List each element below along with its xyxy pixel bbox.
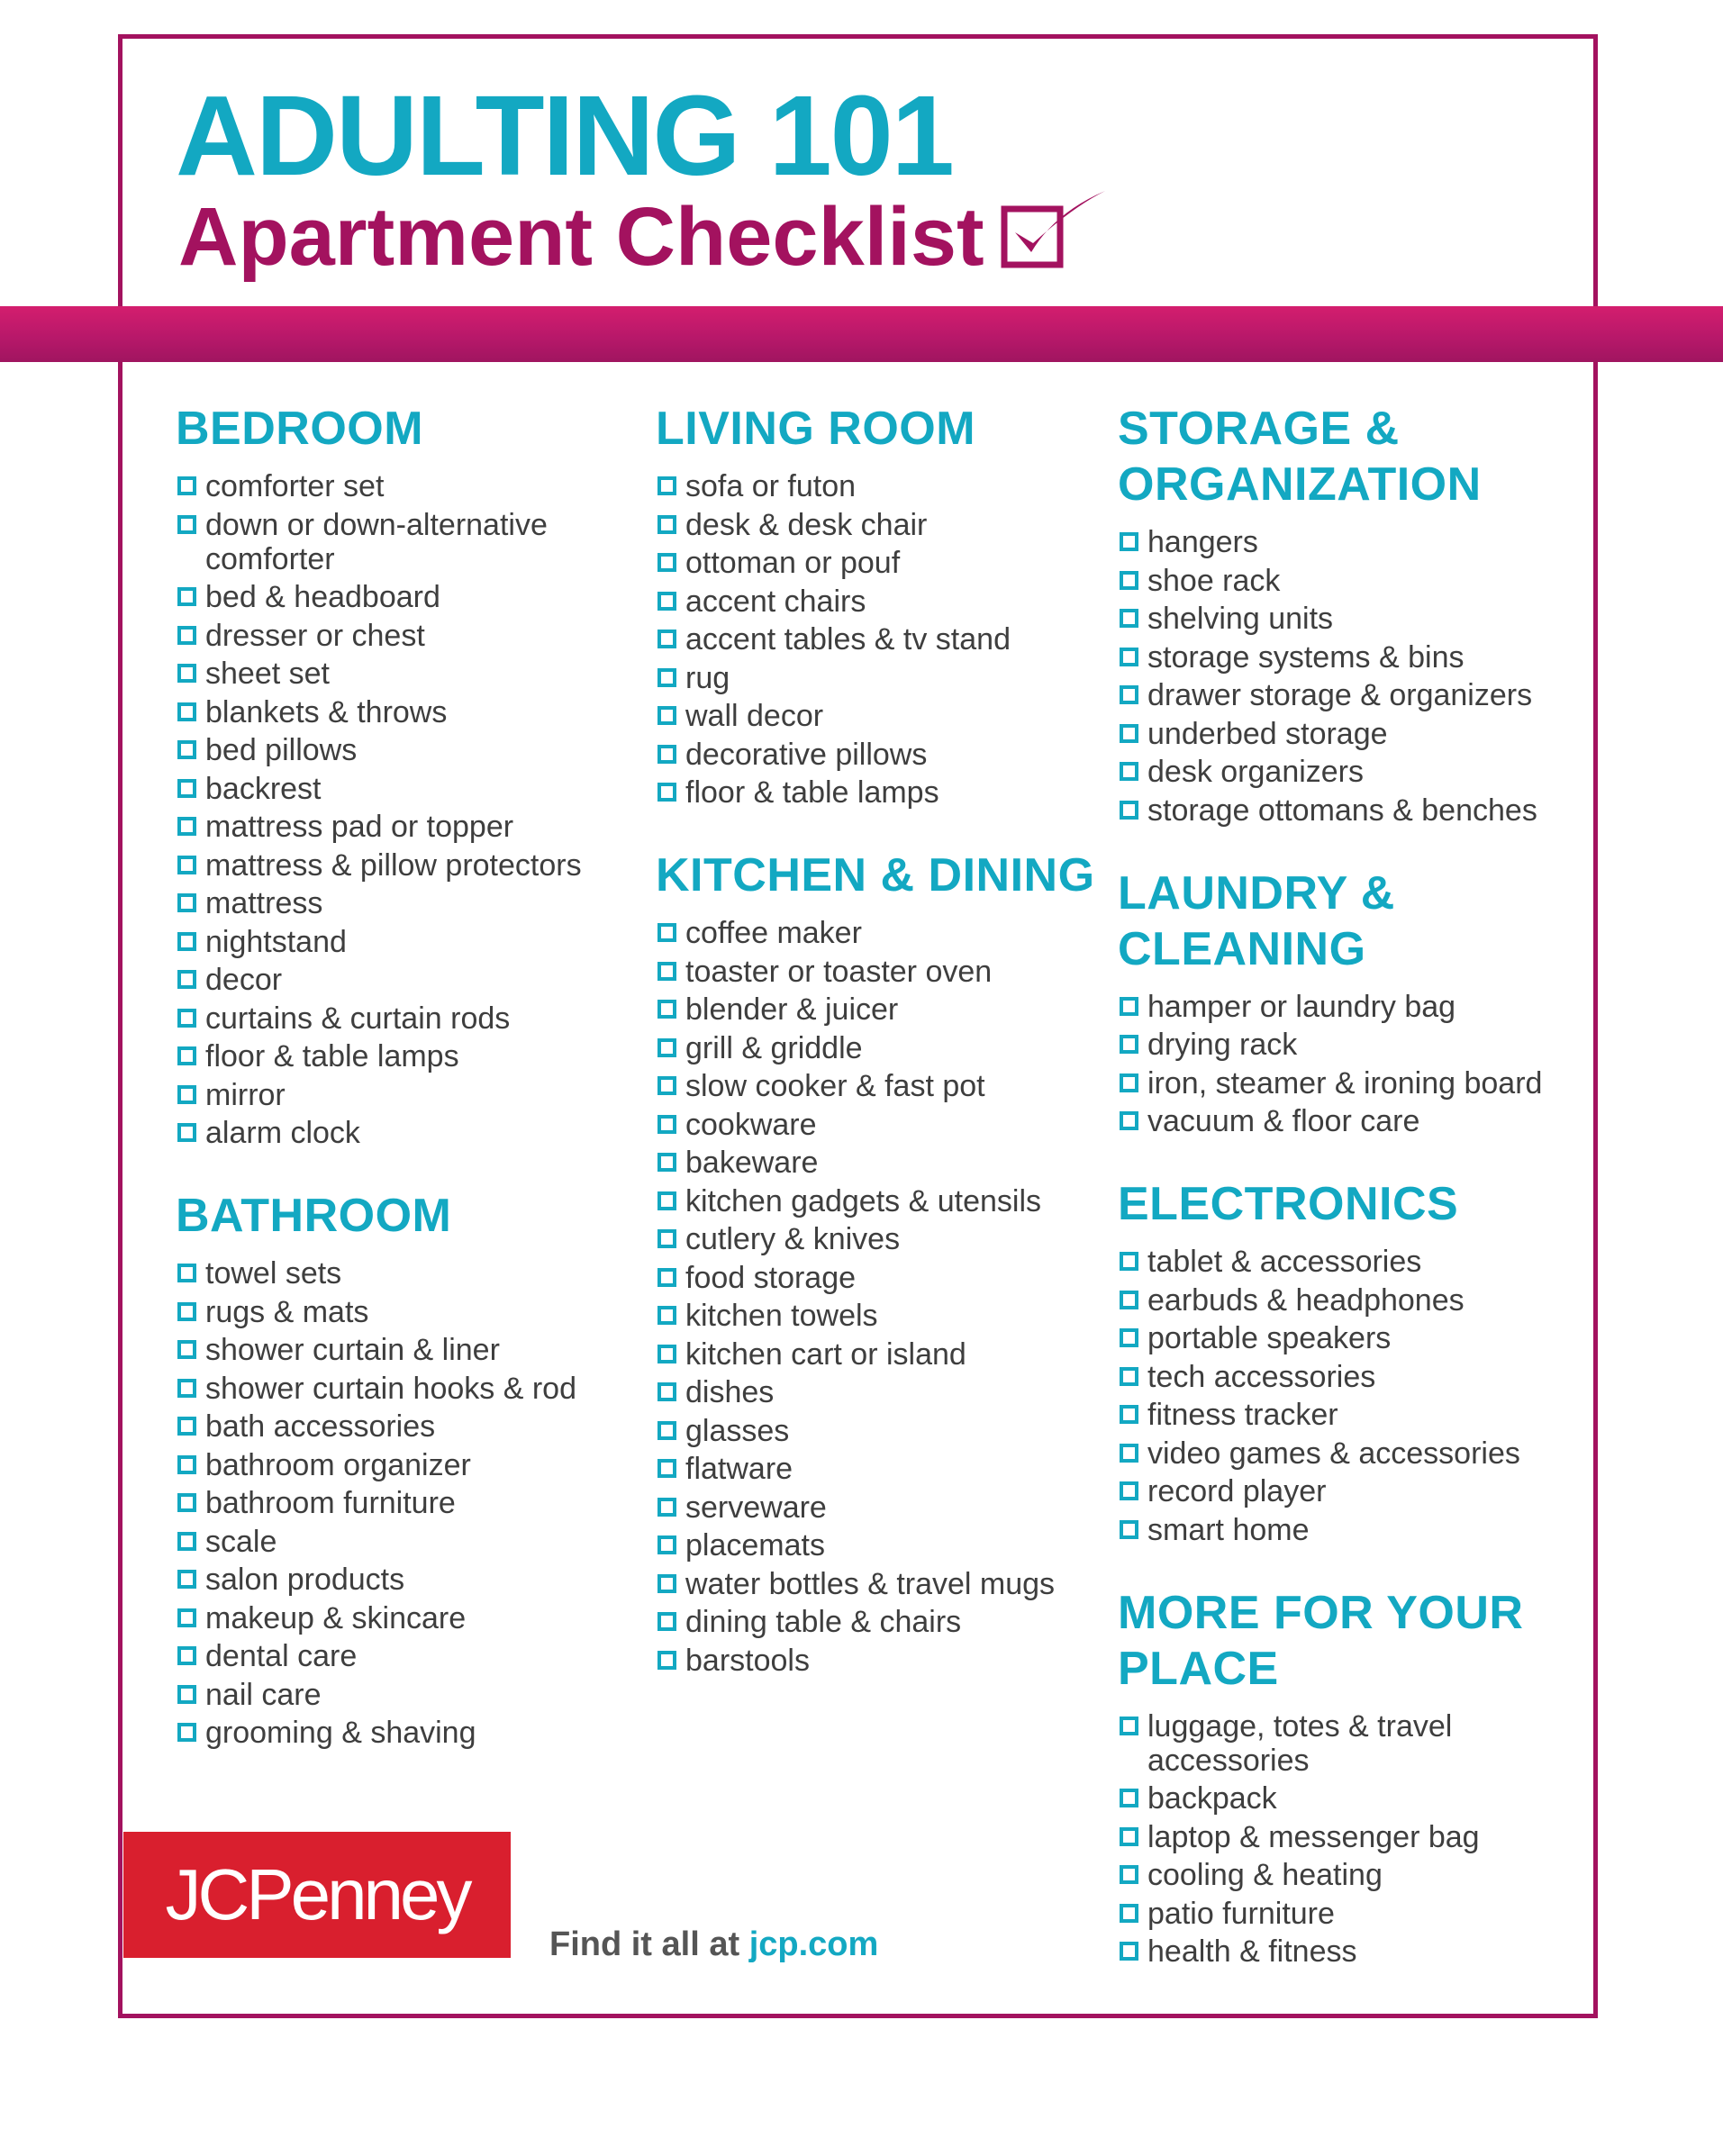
checklist-item-label: shower curtain & liner — [205, 1333, 500, 1367]
checkbox[interactable] — [177, 817, 196, 836]
checklist-item — [656, 469, 1106, 503]
checklist-item-label: record player — [1147, 1474, 1327, 1508]
section-laundry-and-cleaning — [1118, 865, 1586, 1139]
checklist — [176, 469, 644, 1150]
checklist-item-label: barstools — [685, 1643, 810, 1678]
checklist-item-label: drawer storage & organizers — [1147, 678, 1533, 712]
checklist-item-label: grooming & shaving — [205, 1716, 476, 1750]
subtitle-text: Apartment Checklist — [178, 191, 984, 283]
section-bedroom — [176, 401, 644, 1150]
checkbox[interactable] — [657, 1421, 676, 1440]
checklist-item — [176, 1601, 644, 1635]
checklist-item-label: bed pillows — [205, 733, 358, 767]
checklist-item-label: tablet & accessories — [1147, 1245, 1422, 1279]
checklist-item-label: food storage — [685, 1260, 857, 1295]
checkbox[interactable] — [177, 1455, 196, 1474]
checkbox[interactable] — [1120, 1328, 1138, 1347]
checkbox[interactable] — [177, 515, 196, 534]
checklist-item — [176, 1409, 644, 1444]
checklist-item — [176, 1486, 644, 1520]
checklist-item-label: cutlery & knives — [685, 1222, 901, 1256]
checkbox[interactable] — [657, 783, 676, 802]
checklist-item-label: kitchen cart or island — [685, 1336, 966, 1372]
column-1 — [176, 401, 644, 1788]
checklist-item — [176, 1563, 644, 1597]
checklist-item — [1118, 1474, 1586, 1508]
checkbox[interactable] — [1120, 1444, 1138, 1463]
footer-url-link[interactable]: jcp.com — [748, 1925, 879, 1963]
checkbox[interactable] — [177, 1379, 196, 1398]
section-title: BATHROOM — [176, 1190, 452, 1242]
checklist-item-label: rugs & mats — [205, 1294, 369, 1329]
checkbox[interactable] — [177, 1046, 196, 1065]
checklist-item-label: decorative pillows — [685, 737, 928, 772]
checklist-item — [656, 1490, 1106, 1525]
checklist-item — [1118, 1897, 1586, 1931]
checklist-item — [656, 738, 1106, 772]
checkbox[interactable] — [1120, 1291, 1138, 1309]
header-band — [0, 306, 1723, 362]
checklist-item-label: mattress pad or topper — [205, 810, 514, 844]
checklist-item — [656, 1528, 1106, 1563]
checklist-item-label: glasses — [685, 1413, 790, 1448]
checkbox[interactable] — [177, 740, 196, 759]
checklist-item-label: bath accessories — [205, 1409, 436, 1444]
checklist-item-label: comforter set — [205, 469, 385, 503]
checkbox[interactable] — [177, 1608, 196, 1627]
checkbox[interactable] — [657, 1382, 676, 1401]
section-title: LAUNDRY & CLEANING — [1118, 866, 1395, 975]
checklist-item — [656, 1069, 1106, 1103]
checkbox[interactable] — [177, 1264, 196, 1282]
checklist-item — [1118, 1398, 1586, 1432]
checkbox[interactable] — [177, 1723, 196, 1742]
checkbox[interactable] — [1120, 1073, 1138, 1092]
checklist-item — [1118, 1245, 1586, 1279]
checklist-item — [176, 848, 644, 883]
checklist-item-label: underbed storage — [1147, 716, 1388, 751]
checklist-item-label: shower curtain hooks & rod — [205, 1371, 576, 1406]
checklist-item-label: hangers — [1147, 525, 1258, 559]
checkbox[interactable] — [657, 592, 676, 611]
checklist-item-label: desk organizers — [1147, 755, 1365, 789]
section-bathroom — [176, 1188, 644, 1750]
checklist-item — [176, 619, 644, 653]
checklist-item — [1118, 1781, 1586, 1816]
checklist-item-label: rug — [685, 660, 730, 695]
checkbox[interactable] — [177, 702, 196, 721]
checkbox[interactable] — [177, 893, 196, 912]
checklist-item — [656, 1108, 1106, 1142]
checkbox[interactable] — [177, 1340, 196, 1359]
section-title: STORAGE & ORGANIZATION — [1118, 403, 1482, 511]
checkbox[interactable] — [657, 1229, 676, 1248]
checklist-item — [176, 1372, 644, 1406]
checklist-item-label: down or down-alternative comforter — [205, 507, 548, 576]
checklist-item — [656, 992, 1106, 1027]
section-storage-and-organization — [1118, 401, 1586, 828]
checklist-item-label: bed & headboard — [205, 580, 440, 614]
checklist-item-label: flatware — [685, 1452, 793, 1486]
checklist-item — [1118, 1513, 1586, 1547]
checklist-item — [176, 469, 644, 503]
checklist-item-label: blankets & throws — [205, 694, 448, 729]
checklist-item — [176, 657, 644, 691]
checkbox[interactable] — [1120, 1035, 1138, 1054]
checklist-item — [656, 1375, 1106, 1409]
checkbox[interactable] — [177, 1123, 196, 1142]
checklist-item-label: floor & table lamps — [685, 775, 939, 810]
checkbox[interactable] — [177, 1085, 196, 1104]
checklist-item — [656, 1146, 1106, 1180]
checkbox[interactable] — [1120, 685, 1138, 704]
checkbox[interactable] — [177, 779, 196, 798]
checklist-item-label: toaster or toaster oven — [685, 954, 993, 989]
checklist-item-label: towel sets — [205, 1256, 342, 1291]
checklist-item-label: mirror — [205, 1077, 286, 1112]
checkbox[interactable] — [657, 1191, 676, 1210]
checklist-item-label: iron, steamer & ironing board — [1147, 1065, 1543, 1101]
checklist-item — [656, 1452, 1106, 1486]
checklist — [1118, 990, 1586, 1139]
checklist-item — [1118, 1934, 1586, 1969]
checkbox[interactable] — [657, 1651, 676, 1670]
checklist-item — [656, 1337, 1106, 1372]
jcpenney-logo[interactable] — [123, 1832, 511, 1958]
checkbox[interactable] — [177, 664, 196, 683]
checkbox[interactable] — [1120, 571, 1138, 590]
checkbox[interactable] — [177, 476, 196, 495]
checkbox[interactable] — [657, 706, 676, 725]
checklist-item — [176, 1039, 644, 1073]
checklist-item-label: luggage, totes & travel accessories — [1147, 1708, 1453, 1778]
checkbox[interactable] — [657, 1306, 676, 1325]
checklist-item — [176, 580, 644, 614]
checklist-item — [1118, 717, 1586, 751]
checkbox[interactable] — [657, 1153, 676, 1172]
checklist-item — [656, 584, 1106, 619]
section-electronics — [1118, 1176, 1586, 1547]
checkbox[interactable] — [1120, 1789, 1138, 1807]
checkbox[interactable] — [1120, 801, 1138, 820]
checklist-item-label: coffee maker — [685, 916, 862, 950]
checklist-item — [176, 925, 644, 959]
checklist-item — [176, 1678, 644, 1712]
checklist-item — [656, 1605, 1106, 1639]
checkbox[interactable] — [657, 1000, 676, 1019]
checklist-item — [1118, 1709, 1586, 1778]
checklist — [1118, 1709, 1586, 1970]
checklist-item — [176, 1116, 644, 1150]
checklist-item — [656, 1414, 1106, 1448]
column-3 — [1118, 401, 1586, 2007]
checkbox[interactable] — [657, 1345, 676, 1363]
checklist-item-label: video games & accessories — [1147, 1436, 1520, 1471]
checkbox[interactable] — [1120, 997, 1138, 1016]
checklist-item — [1118, 793, 1586, 828]
checklist-item-label: vacuum & floor care — [1147, 1104, 1420, 1138]
checkbox[interactable] — [177, 1570, 196, 1589]
checklist-item-label: dining table & chairs — [685, 1605, 962, 1639]
checkbox[interactable] — [657, 1115, 676, 1134]
checklist-item-label: hamper or laundry bag — [1147, 989, 1456, 1024]
checklist-item — [656, 622, 1106, 657]
checklist — [656, 469, 1106, 810]
checklist-item — [1118, 1066, 1586, 1101]
checklist-item-label: dishes — [685, 1375, 775, 1409]
checklist-item — [176, 1078, 644, 1112]
section-living-room — [656, 401, 1106, 810]
checklist-item — [656, 508, 1106, 542]
checklist-item — [656, 1184, 1106, 1218]
checkbox[interactable] — [657, 1268, 676, 1287]
checklist-item — [656, 1222, 1106, 1256]
checklist-item-label: nail care — [205, 1677, 322, 1712]
checkbox[interactable] — [177, 970, 196, 989]
find-label: Find it all at — [549, 1925, 740, 1963]
checklist-item-label: salon products — [205, 1563, 405, 1597]
checklist-item-label: dresser or chest — [205, 618, 425, 653]
checklist-item — [1118, 1858, 1586, 1892]
checklist-item-label: bathroom furniture — [205, 1486, 456, 1520]
checklist-item-label: fitness tracker — [1147, 1398, 1338, 1432]
checklist-item — [1118, 678, 1586, 712]
checklist-item — [1118, 990, 1586, 1024]
checklist-item-label: wall decor — [685, 699, 824, 733]
checkbox[interactable] — [657, 1535, 676, 1554]
checkbox[interactable] — [1120, 1942, 1138, 1961]
checklist-item-label: grill & griddle — [685, 1030, 863, 1065]
checklist-item — [176, 1295, 644, 1329]
checkbox[interactable] — [657, 668, 676, 687]
checkbox[interactable] — [1120, 1405, 1138, 1424]
checklist-item-label: tech accessories — [1147, 1359, 1376, 1394]
checklist-item-label: water bottles & travel mugs — [685, 1566, 1056, 1601]
checklist-item-label: accent tables & tv stand — [685, 622, 1011, 657]
checklist-item — [176, 810, 644, 844]
checklist-item-label: kitchen towels — [685, 1299, 878, 1333]
checklist-item — [656, 546, 1106, 580]
section-title: KITCHEN & DINING — [656, 849, 1095, 901]
checkbox[interactable] — [177, 1009, 196, 1028]
checklist-item-label: shoe rack — [1147, 563, 1281, 598]
checklist-item — [1118, 1321, 1586, 1355]
checklist-item — [656, 1567, 1106, 1601]
checklist — [656, 916, 1106, 1678]
checklist-item — [176, 695, 644, 729]
checklist-item-label: placemats — [685, 1528, 825, 1563]
checklist-item-label: bathroom organizer — [205, 1447, 471, 1482]
checkbox[interactable] — [1120, 1717, 1138, 1735]
checklist-item — [176, 733, 644, 767]
checklist-item — [176, 772, 644, 806]
checklist-item — [176, 508, 644, 576]
checklist-item-label: bakeware — [685, 1146, 819, 1180]
checklist-item-label: scale — [205, 1524, 277, 1559]
checklist-item — [176, 1256, 644, 1291]
checklist-item-label: cookware — [685, 1107, 817, 1142]
column-2 — [656, 401, 1106, 1716]
checklist-item — [176, 1639, 644, 1673]
checkbox[interactable] — [177, 626, 196, 645]
checklist — [1118, 1245, 1586, 1547]
checklist-item-label: storage systems & bins — [1147, 639, 1465, 675]
checklist-item-label: slow cooker & fast pot — [685, 1069, 985, 1103]
checklist-item — [176, 886, 644, 920]
checkbox[interactable] — [657, 1076, 676, 1095]
checkbox[interactable] — [1120, 648, 1138, 666]
checklist-item — [1118, 1360, 1586, 1394]
checklist-item — [656, 661, 1106, 695]
checklist-item-label: portable speakers — [1147, 1321, 1392, 1355]
checklist-item — [656, 1299, 1106, 1333]
checkbox[interactable] — [657, 962, 676, 981]
checkbox[interactable] — [657, 745, 676, 764]
checkbox[interactable] — [1120, 1520, 1138, 1539]
checkbox[interactable] — [177, 856, 196, 874]
checklist-item — [656, 955, 1106, 989]
checklist-item — [176, 1448, 644, 1482]
checklist-item-label: dental care — [205, 1639, 358, 1673]
checkbox[interactable] — [177, 1685, 196, 1704]
checklist-item-label: ottoman or pouf — [685, 546, 901, 580]
checkbox[interactable] — [657, 1459, 676, 1478]
checklist-item — [1118, 640, 1586, 675]
checkbox[interactable] — [657, 515, 676, 534]
checkbox[interactable] — [657, 1574, 676, 1593]
page-subtitle — [178, 187, 1109, 283]
checklist-item-label: laptop & messenger bag — [1147, 1819, 1480, 1854]
checklist-item-label: smart home — [1147, 1512, 1310, 1547]
checklist-item-label: decor — [205, 963, 283, 997]
checklist-item-label: desk & desk chair — [685, 507, 928, 542]
checklist-item-label: serveware — [685, 1490, 827, 1525]
checklist-item-label: accent chairs — [685, 584, 866, 619]
checkbox[interactable] — [1120, 1865, 1138, 1884]
checkbox[interactable] — [177, 1493, 196, 1512]
checkbox[interactable] — [177, 587, 196, 606]
checklist-item-label: sofa or futon — [685, 469, 857, 503]
page-title: ADULTING 101 — [176, 72, 953, 199]
checkbox[interactable] — [657, 1612, 676, 1631]
checkbox[interactable] — [1120, 762, 1138, 781]
checkbox[interactable] — [1120, 1481, 1138, 1500]
checkbox-checked-icon — [1001, 187, 1109, 270]
checklist-item — [1118, 1028, 1586, 1062]
checklist — [176, 1256, 644, 1750]
checklist-item — [176, 1001, 644, 1036]
checklist-item — [1118, 1104, 1586, 1138]
checklist-item — [176, 1525, 644, 1559]
checklist-item — [656, 775, 1106, 810]
checklist-item — [1118, 1820, 1586, 1854]
checkbox[interactable] — [657, 1038, 676, 1057]
checklist-item-label: makeup & skincare — [205, 1600, 467, 1635]
checklist — [1118, 525, 1586, 828]
checklist-item-label: backpack — [1147, 1781, 1277, 1816]
checkbox[interactable] — [1120, 1111, 1138, 1130]
checklist-item — [1118, 1283, 1586, 1318]
checkbox[interactable] — [177, 1417, 196, 1436]
checkbox[interactable] — [657, 1498, 676, 1517]
checklist-item — [656, 1031, 1106, 1065]
checklist-item — [656, 916, 1106, 950]
checklist-item — [1118, 755, 1586, 789]
checklist-item — [176, 1716, 644, 1750]
checkbox[interactable] — [177, 1302, 196, 1321]
checkbox[interactable] — [657, 476, 676, 495]
checklist-item-label: drying rack — [1147, 1028, 1298, 1062]
checklist-item-label: backrest — [205, 771, 322, 806]
checkbox[interactable] — [657, 553, 676, 572]
checklist-item — [1118, 602, 1586, 636]
checklist-item-label: alarm clock — [205, 1116, 360, 1150]
checklist-item — [1118, 1436, 1586, 1471]
checkbox[interactable] — [1120, 724, 1138, 743]
section-kitchen-and-dining — [656, 847, 1106, 1678]
checklist-item — [1118, 564, 1586, 598]
section-title: LIVING ROOM — [656, 403, 976, 455]
checkbox[interactable] — [1120, 1252, 1138, 1271]
checkbox[interactable] — [177, 932, 196, 951]
checkbox[interactable] — [177, 1532, 196, 1551]
logo-text: JCPenney — [165, 1854, 469, 1934]
checklist-item — [176, 963, 644, 997]
checklist-item-label: mattress — [205, 886, 323, 920]
checklist-item-label: health & fitness — [1147, 1934, 1357, 1969]
checklist-item-label: earbuds & headphones — [1147, 1282, 1465, 1318]
checklist-item-label: kitchen gadgets & utensils — [685, 1183, 1042, 1218]
checklist-item-label: cooling & heating — [1147, 1858, 1383, 1892]
checklist-item-label: sheet set — [205, 657, 330, 691]
checklist-item — [1118, 525, 1586, 559]
section-title: BEDROOM — [176, 403, 424, 455]
checklist-item — [656, 1644, 1106, 1678]
footer-find-text — [549, 1925, 878, 1964]
checklist-item-label: curtains & curtain rods — [205, 1001, 511, 1036]
checklist-item-label: mattress & pillow protectors — [205, 847, 582, 883]
checkbox[interactable] — [657, 630, 676, 648]
checklist-item-label: storage ottomans & benches — [1147, 793, 1537, 828]
checklist-item — [656, 699, 1106, 733]
section-title: ELECTRONICS — [1118, 1178, 1459, 1230]
checkbox[interactable] — [1120, 1827, 1138, 1846]
checklist-item-label: nightstand — [205, 924, 347, 959]
checklist-item — [656, 1261, 1106, 1295]
checkbox[interactable] — [1120, 609, 1138, 628]
section-title: MORE FOR YOUR PLACE — [1118, 1586, 1524, 1695]
checkbox[interactable] — [1120, 1367, 1138, 1386]
section-more-for-your-place — [1118, 1585, 1586, 1970]
checkbox[interactable] — [177, 1646, 196, 1665]
checklist-item-label: shelving units — [1147, 602, 1334, 636]
checklist-item-label: patio furniture — [1147, 1896, 1335, 1931]
checkbox[interactable] — [657, 923, 676, 942]
checklist-item — [176, 1333, 644, 1367]
checkbox[interactable] — [1120, 532, 1138, 551]
checklist-item-label: blender & juicer — [685, 992, 899, 1027]
checklist-item-label: floor & table lamps — [205, 1039, 459, 1073]
checkbox[interactable] — [1120, 1904, 1138, 1923]
